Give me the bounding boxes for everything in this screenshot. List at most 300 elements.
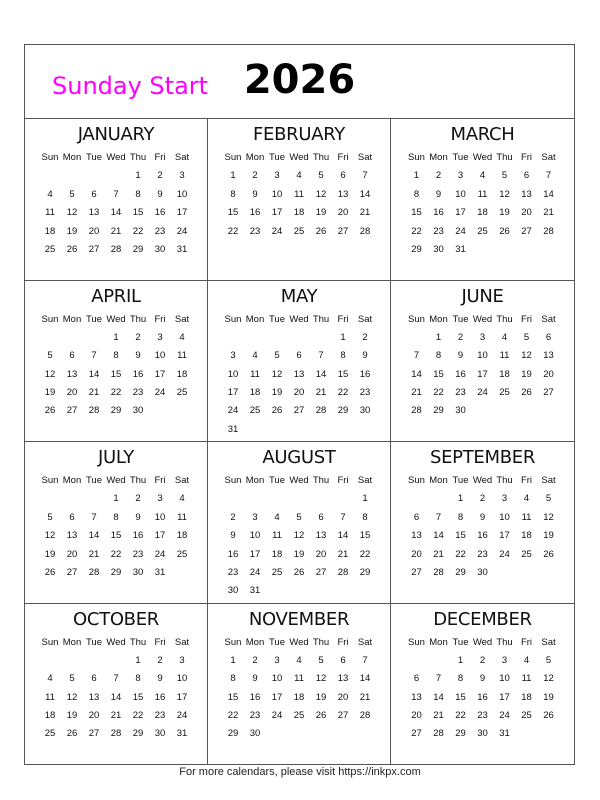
week-row: [391, 490, 574, 508]
week-row: [391, 564, 574, 582]
day-cell: 11: [294, 188, 304, 200]
day-cell: 14: [88, 530, 100, 542]
day-cell: 28: [88, 566, 100, 578]
day-cell: [310, 582, 332, 600]
weekday-label: Thu: [312, 152, 330, 163]
day-cell: 13: [66, 368, 78, 380]
month-title: OCTOBER: [72, 608, 160, 630]
day-cell: 1: [340, 331, 346, 343]
day-cell: 20: [293, 387, 305, 399]
week-row: [25, 204, 207, 222]
day-cell: 29: [227, 728, 239, 740]
week-row: [25, 707, 207, 725]
day-cell: 7: [318, 350, 324, 362]
day-cell: [310, 329, 332, 347]
weekday-label: Wed: [106, 475, 126, 486]
day-cell: 3: [501, 654, 508, 666]
day-cell: 23: [455, 387, 466, 399]
day-cell: 27: [543, 387, 554, 399]
weekday-header: [25, 472, 207, 490]
day-cell: 22: [455, 548, 466, 560]
week-row: [208, 725, 390, 743]
day-cell: [310, 725, 332, 743]
day-cell: 3: [457, 170, 464, 182]
day-cell: 27: [293, 405, 305, 417]
weekday-label: Thu: [496, 636, 513, 648]
day-cell: [516, 564, 538, 582]
day-cell: 14: [110, 207, 122, 219]
day-cell: [105, 167, 127, 185]
day-cell: 27: [88, 243, 100, 255]
day-cell: 15: [411, 207, 422, 219]
calendar-header: [25, 45, 574, 119]
day-cell: 22: [411, 225, 422, 237]
day-cell: 1: [135, 654, 141, 666]
weekday-label: Sun: [224, 313, 242, 325]
day-cell: [244, 329, 266, 347]
day-cell: 4: [523, 654, 530, 666]
weekday-label: Thu: [496, 152, 513, 163]
day-cell: 8: [362, 511, 368, 523]
day-cell: 29: [110, 405, 122, 417]
day-cell: 14: [359, 188, 371, 200]
weekday-label: Wed: [472, 152, 493, 163]
day-cell: 17: [176, 207, 188, 219]
day-cell: 21: [110, 710, 122, 722]
day-cell: 7: [413, 350, 420, 362]
day-cell: 12: [44, 530, 56, 542]
day-cell: 14: [359, 673, 371, 685]
weekday-header: [25, 311, 207, 329]
day-cell: 5: [69, 673, 75, 685]
day-cell: 9: [230, 530, 236, 542]
day-cell: 21: [359, 207, 371, 219]
day-cell: 10: [154, 350, 166, 362]
week-row: [391, 329, 574, 347]
day-cell: 20: [66, 387, 78, 399]
day-cell: 31: [176, 728, 188, 740]
day-cell: 1: [457, 654, 464, 666]
day-cell: 31: [154, 566, 166, 578]
day-cell: 7: [91, 511, 97, 523]
day-cell: 4: [523, 493, 530, 505]
day-cell: 6: [69, 511, 75, 523]
day-cell: 29: [359, 566, 371, 578]
day-cell: 3: [230, 350, 236, 362]
weekday-label: Tue: [268, 636, 286, 648]
day-cell: 18: [249, 387, 261, 399]
day-cell: 10: [477, 350, 488, 362]
day-cell: 20: [66, 548, 78, 560]
day-cell: 9: [479, 511, 486, 523]
weekday-label: Wed: [472, 636, 493, 648]
month-title: FEBRUARY: [252, 124, 346, 145]
day-cell: 13: [315, 530, 327, 542]
week-row: [208, 582, 390, 600]
day-cell: 29: [110, 566, 122, 578]
day-cell: [288, 329, 310, 347]
day-cell: [39, 329, 61, 347]
weekday-label: Thu: [129, 636, 147, 648]
day-cell: 26: [44, 566, 56, 578]
day-cell: 3: [179, 170, 185, 182]
day-cell: 26: [44, 405, 56, 417]
day-cell: 31: [249, 585, 261, 597]
day-cell: 17: [154, 530, 166, 542]
day-cell: 11: [45, 691, 55, 703]
week-row: [391, 241, 574, 259]
day-cell: 15: [455, 691, 466, 703]
weekday-label: Sat: [541, 636, 556, 648]
day-cell: 26: [543, 548, 554, 560]
day-cell: 15: [337, 368, 349, 380]
day-cell: 15: [455, 530, 466, 542]
weekday-label: Mon: [62, 636, 82, 648]
day-cell: [538, 241, 560, 259]
weekday-label: Wed: [289, 152, 309, 163]
week-row: [208, 670, 390, 688]
day-cell: 6: [91, 673, 97, 685]
day-cell: 17: [249, 548, 261, 560]
day-cell: 26: [66, 243, 78, 255]
weekday-label: Wed: [472, 313, 493, 325]
weekday-label: Thu: [129, 152, 147, 163]
day-cell: 19: [499, 207, 510, 219]
week-row: [208, 402, 390, 420]
day-cell: 28: [433, 728, 444, 740]
day-cell: [354, 421, 376, 439]
weekday-label: Mon: [245, 152, 265, 163]
day-cell: 7: [362, 654, 368, 666]
day-cell: 25: [293, 710, 305, 722]
weekday-label: Sun: [41, 152, 59, 163]
day-cell: 15: [227, 207, 239, 219]
weekday-label: Mon: [62, 313, 82, 325]
day-cell: 9: [252, 673, 258, 685]
day-cell: 29: [411, 243, 422, 255]
day-cell: 10: [176, 673, 188, 685]
week-row: [391, 725, 574, 743]
day-cell: [171, 402, 193, 420]
week-row: [25, 186, 207, 204]
day-cell: 25: [176, 387, 188, 399]
weekday-label: Fri: [337, 152, 349, 163]
week-row: [208, 546, 390, 564]
weekday-label: Sun: [408, 636, 425, 648]
weekday-label: Fri: [154, 313, 166, 325]
weekday-label: Sun: [41, 475, 59, 486]
day-cell: 23: [249, 225, 261, 237]
day-cell: 21: [110, 225, 122, 237]
week-row: [25, 564, 207, 582]
weekday-header: [208, 472, 390, 490]
week-row: [25, 167, 207, 185]
month-title: AUGUST: [262, 447, 336, 468]
day-cell: 19: [293, 548, 305, 560]
day-cell: 14: [433, 530, 444, 542]
week-row: [208, 652, 390, 670]
month-title: NOVEMBER: [248, 608, 350, 630]
week-row: [391, 670, 574, 688]
weekday-label: Tue: [85, 152, 103, 163]
week-row: [391, 347, 574, 365]
day-cell: 20: [88, 710, 100, 722]
day-cell: 5: [47, 511, 53, 523]
day-cell: [288, 725, 310, 743]
day-cell: 19: [543, 530, 554, 542]
month-december: [391, 604, 574, 766]
day-cell: 27: [411, 728, 422, 740]
day-cell: [288, 421, 310, 439]
day-cell: 21: [411, 387, 422, 399]
day-cell: 18: [521, 530, 532, 542]
day-cell: 26: [315, 225, 327, 237]
day-cell: 30: [359, 405, 371, 417]
day-cell: 23: [249, 710, 261, 722]
month-title: DECEMBER: [433, 608, 532, 630]
day-cell: 27: [521, 225, 532, 237]
day-cell: 17: [271, 691, 283, 703]
day-cell: 29: [455, 566, 466, 578]
week-row: [391, 527, 574, 545]
day-cell: 29: [433, 405, 444, 417]
weekday-label: Fri: [520, 475, 533, 486]
day-cell: 17: [227, 387, 239, 399]
week-row: [25, 546, 207, 564]
day-cell: 30: [477, 566, 488, 578]
month-title: APRIL: [91, 285, 141, 307]
day-cell: 8: [457, 511, 464, 523]
day-cell: 24: [477, 387, 488, 399]
day-cell: 4: [47, 673, 53, 685]
day-cell: 7: [435, 673, 442, 685]
day-cell: 19: [543, 691, 554, 703]
day-cell: 21: [359, 691, 371, 703]
day-cell: 3: [157, 493, 163, 505]
day-cell: 31: [455, 243, 466, 255]
day-cell: 13: [411, 691, 422, 703]
day-cell: 8: [413, 188, 420, 200]
day-cell: 24: [271, 225, 283, 237]
day-cell: 18: [176, 530, 188, 542]
week-row: [391, 204, 574, 222]
day-cell: [61, 329, 83, 347]
day-cell: 8: [457, 673, 464, 685]
day-cell: 24: [499, 710, 510, 722]
week-start-label: Sunday Start: [52, 72, 209, 100]
week-row: [208, 366, 390, 384]
weekday-label: Sun: [408, 475, 425, 486]
day-cell: 5: [523, 331, 530, 343]
weekday-label: Sat: [174, 475, 190, 486]
day-cell: 4: [252, 350, 258, 362]
weekday-label: Sat: [357, 636, 373, 648]
day-cell: 25: [499, 387, 510, 399]
day-cell: 3: [501, 493, 508, 505]
day-cell: 1: [135, 170, 141, 182]
day-cell: 25: [44, 243, 56, 255]
week-row: [25, 384, 207, 402]
day-cell: 22: [433, 387, 444, 399]
day-cell: 5: [501, 170, 508, 182]
day-cell: 29: [455, 728, 466, 740]
day-cell: 18: [499, 368, 510, 380]
month-may: [208, 281, 391, 443]
day-cell: 10: [499, 511, 510, 523]
weekday-label: Tue: [85, 636, 103, 648]
day-cell: 8: [340, 350, 346, 362]
day-cell: 16: [227, 548, 239, 560]
day-cell: 11: [177, 511, 187, 523]
day-cell: 19: [44, 387, 56, 399]
day-cell: 11: [477, 188, 488, 200]
day-cell: 7: [362, 170, 368, 182]
day-cell: 23: [433, 225, 444, 237]
weekday-label: Sun: [224, 475, 242, 486]
day-cell: 11: [499, 350, 510, 362]
day-cell: 4: [501, 331, 508, 343]
weekday-label: Sat: [357, 152, 373, 163]
day-cell: [222, 329, 244, 347]
day-cell: 16: [249, 691, 261, 703]
day-cell: 22: [110, 548, 122, 560]
day-cell: [83, 490, 105, 508]
week-row: [208, 689, 390, 707]
day-cell: 9: [435, 188, 442, 200]
day-cell: 12: [44, 368, 56, 380]
day-cell: 28: [110, 243, 122, 255]
day-cell: 12: [543, 511, 554, 523]
week-row: [25, 223, 207, 241]
day-cell: 8: [230, 673, 236, 685]
weekday-label: Thu: [129, 313, 147, 325]
day-cell: 16: [154, 207, 166, 219]
weekday-label: Fri: [520, 636, 533, 648]
day-cell: 15: [110, 530, 122, 542]
day-cell: 2: [252, 654, 258, 666]
day-cell: 16: [477, 691, 488, 703]
day-cell: 13: [337, 188, 349, 200]
day-cell: 23: [359, 387, 371, 399]
week-row: [391, 509, 574, 527]
day-cell: 27: [411, 566, 422, 578]
day-cell: 26: [521, 387, 532, 399]
weekday-label: Sat: [174, 636, 190, 648]
day-cell: 1: [230, 654, 236, 666]
day-cell: 18: [44, 710, 56, 722]
day-cell: 29: [132, 728, 144, 740]
day-cell: 9: [157, 188, 163, 200]
day-cell: 11: [45, 207, 55, 219]
day-cell: [354, 725, 376, 743]
day-cell: 14: [411, 368, 422, 380]
day-cell: 12: [66, 691, 78, 703]
month-april: [25, 281, 208, 443]
day-cell: [61, 167, 83, 185]
day-cell: 14: [543, 188, 554, 200]
day-cell: 6: [69, 350, 75, 362]
day-cell: 16: [154, 691, 166, 703]
weekday-label: Sat: [174, 313, 190, 325]
day-cell: 15: [433, 368, 444, 380]
day-cell: 24: [154, 548, 166, 560]
day-cell: 3: [479, 331, 486, 343]
weekday-label: Fri: [337, 475, 349, 486]
week-row: [208, 167, 390, 185]
weekday-label: Fri: [154, 152, 166, 163]
week-row: [25, 689, 207, 707]
week-row: [391, 652, 574, 670]
day-cell: 24: [455, 225, 466, 237]
week-row: [208, 347, 390, 365]
day-cell: 3: [274, 170, 280, 182]
day-cell: 2: [135, 331, 141, 343]
month-title: JULY: [98, 447, 134, 468]
day-cell: 8: [230, 188, 236, 200]
day-cell: 18: [293, 207, 305, 219]
day-cell: 8: [435, 350, 442, 362]
day-cell: 20: [411, 548, 422, 560]
day-cell: 7: [340, 511, 346, 523]
day-cell: [105, 652, 127, 670]
day-cell: 12: [271, 368, 283, 380]
weekday-label: Sun: [41, 313, 59, 325]
day-cell: [244, 490, 266, 508]
day-cell: 24: [249, 566, 261, 578]
day-cell: 19: [315, 691, 327, 703]
day-cell: [288, 582, 310, 600]
day-cell: 13: [543, 350, 554, 362]
week-row: [391, 689, 574, 707]
day-cell: [39, 652, 61, 670]
week-row: [391, 384, 574, 402]
day-cell: [332, 421, 354, 439]
day-cell: 21: [337, 548, 349, 560]
day-cell: 15: [110, 368, 122, 380]
day-cell: 3: [157, 331, 163, 343]
day-cell: 7: [435, 511, 442, 523]
day-cell: 6: [413, 511, 420, 523]
day-cell: [406, 652, 428, 670]
day-cell: 25: [271, 566, 283, 578]
week-row: [391, 707, 574, 725]
month-june: [391, 281, 574, 443]
day-cell: 31: [227, 423, 239, 435]
day-cell: 13: [88, 691, 100, 703]
month-october: [25, 604, 208, 766]
day-cell: 27: [337, 225, 349, 237]
day-cell: 1: [413, 170, 420, 182]
day-cell: 16: [455, 368, 466, 380]
day-cell: 31: [176, 243, 188, 255]
day-cell: 20: [315, 548, 327, 560]
day-cell: 9: [362, 350, 368, 362]
day-cell: [149, 402, 171, 420]
day-cell: [310, 421, 332, 439]
day-cell: 5: [545, 654, 552, 666]
month-title: JANUARY: [77, 124, 155, 145]
day-cell: 2: [157, 654, 163, 666]
day-cell: [428, 652, 450, 670]
day-cell: [494, 402, 516, 420]
day-cell: 18: [271, 548, 283, 560]
day-cell: 21: [433, 548, 444, 560]
day-cell: 13: [66, 530, 78, 542]
day-cell: 13: [411, 530, 422, 542]
weekday-label: Wed: [472, 475, 493, 486]
week-row: [25, 670, 207, 688]
day-cell: 16: [132, 530, 144, 542]
